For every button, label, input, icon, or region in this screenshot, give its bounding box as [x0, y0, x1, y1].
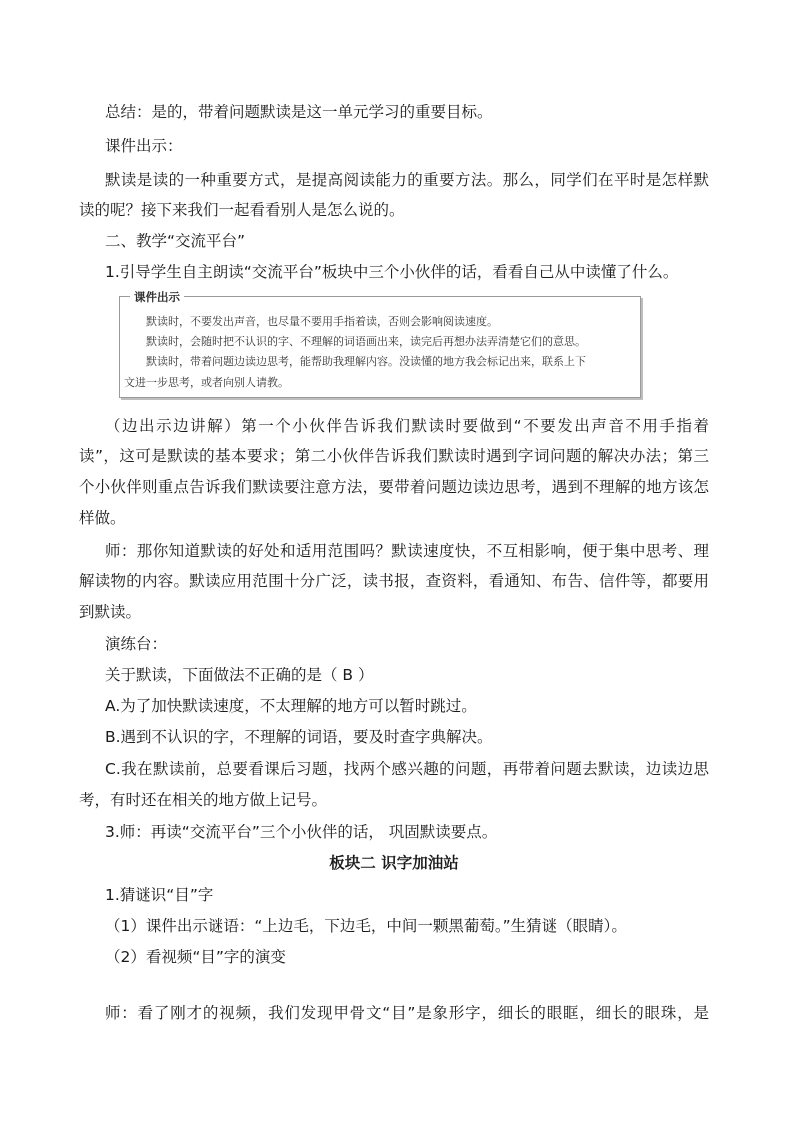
section-title-exchange-platform: 二、教学“交流平台” — [105, 232, 246, 250]
paragraph-explanation-line4: 样做。 — [79, 509, 126, 527]
paragraph-summary: 总结：是的，带着问题默读是这一单元学习的重要目标。 — [105, 103, 493, 121]
paragraph-explanation-line2: 读”，这可是默读的基本要求；第二小伙伴告诉我们默读时遇到字词问题的解决办法；第三 — [79, 447, 709, 465]
exercise-question: 关于默读，下面做法不正确的是（ B ） — [105, 666, 374, 684]
paragraph-guide-reading: 1.引导学生自主朗读“交流平台”板块中三个小伙伴的话，看看自己从中读懂了什么。 — [105, 263, 679, 281]
paragraph-teacher-benefits-line2: 解读物的内容。默读应用范围十分广泛，读书报，查资料，看通知、布告、信件等，都要用 — [79, 572, 709, 590]
exercise-label: 演练台： — [105, 635, 168, 653]
callout-line: 默读时，会随时把不认识的字、不理解的词语画出来，读完后再想办法弄清楚它们的意思。 — [146, 335, 586, 348]
paragraph-silent-reading-line1: 默读是读的一种重要方式，是提高阅读能力的重要方法。那么，同学们在平时是怎样默 — [105, 171, 709, 189]
callout-line: 默读时，不要发出声音，也尽量不要用手指着读，否则会影响阅读速度。 — [146, 315, 498, 328]
paragraph-explanation-line3: 个小伙伴则重点告诉我们默读要注意方法，要带着问题边读边思考，遇到不理解的地方该怎 — [79, 478, 709, 496]
paragraph-riddle-title: 1.猜谜识“目”字 — [105, 886, 214, 904]
exercise-option-c-line2: 考，有时还在相关的地方做上记号。 — [79, 791, 328, 809]
courseware-callout-box — [119, 290, 641, 398]
exercise-option-a: A.为了加快默读速度，不太理解的地方可以暂时跳过。 — [105, 697, 477, 715]
paragraph-courseware-label: 课件出示： — [105, 137, 183, 155]
paragraph-reread: 3.师：再读“交流平台”三个小伙伴的话， 巩固默读要点。 — [105, 823, 498, 841]
paragraph-video: （2）看视频“目”字的演变 — [105, 948, 286, 966]
callout-line: 文进一步思考，或者向别人请教。 — [124, 376, 289, 389]
section-heading: 板块二 识字加油站 — [329, 854, 459, 872]
paragraph-silent-reading-line2: 读的呢？接下来我们一起看看别人是怎么说的。 — [79, 201, 405, 219]
callout-line: 默读时，带着问题边读边思考，能帮助我理解内容。没读懂的地方我会标记出来，联系上下 — [146, 355, 586, 368]
paragraph-teacher-benefits-line1: 师：那你知道默读的好处和适用范围吗？默读速度快，不互相影响，便于集中思考、理 — [105, 542, 709, 560]
paragraph-teacher-benefits-line3: 到默读。 — [79, 603, 142, 621]
paragraph-explanation-line1: （边出示边讲解）第一个小伙伴告诉我们默读时要做到“不要发出声音不用手指着 — [105, 417, 709, 435]
paragraph-teacher-oracle: 师：看了刚才的视频，我们发现甲骨文“目”是象形字，细长的眼眶，细长的眼珠，是 — [105, 1004, 709, 1022]
exercise-option-b: B.遇到不认识的字，不理解的词语，要及时查字典解决。 — [105, 728, 493, 746]
callout-tag: 课件出示 — [130, 289, 184, 305]
exercise-option-c-line1: C.我在默读前，总要看课后习题，找两个感兴趣的问题，再带着问题去默读，边读边思 — [105, 760, 709, 778]
paragraph-riddle: （1）课件出示谜语：“上边毛，下边毛，中间一颗黑葡萄。”生猜谜（眼睛）。 — [105, 917, 627, 935]
